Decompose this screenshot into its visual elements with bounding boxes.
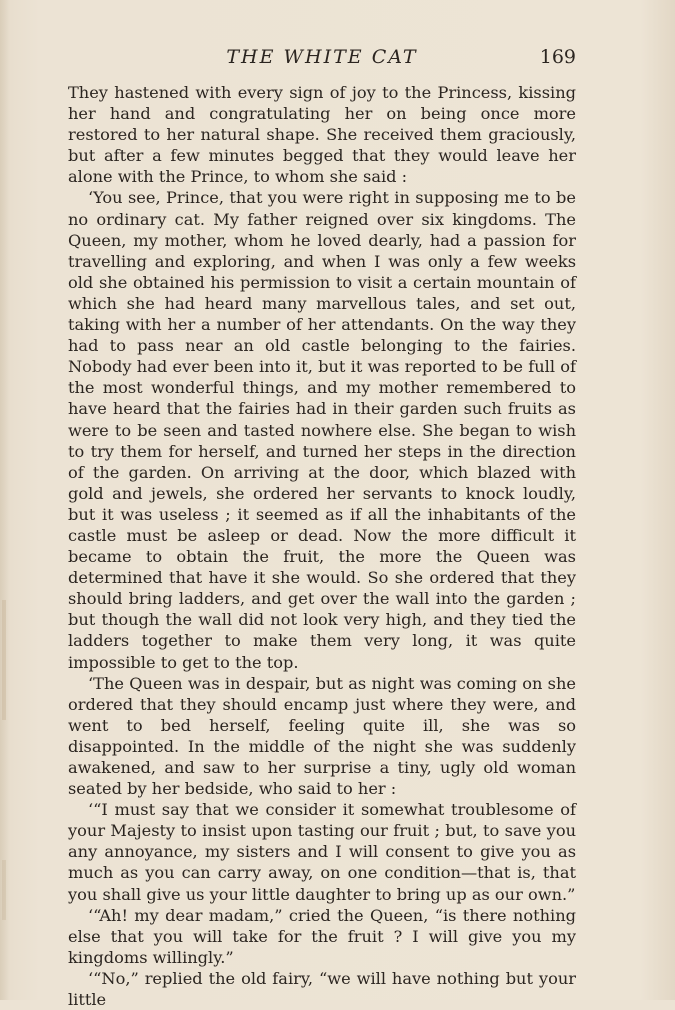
body-text bbox=[68, 82, 576, 1010]
paragraph: ‘The Queen was in despair, but as night was coming on she ordered that they should encamp just where they were, and went to bed herself, feeling quite ill, she was so disappointed. In the middle of the night she was suddenly awakened, and saw to her surprise a tiny, ugly old woman seated by her bedside, who said to her : bbox=[68, 673, 576, 799]
paragraph: ‘You see, Prince, that you were right in supposing me to be no ordinary cat. My father reigned over six kingdoms. The Queen, my mother, whom he loved dearly, had a passion for travelling and exploring, and when I was only a few weeks old she obtained his permission to visit a certain mountain of which she had heard many marvellous tales, and set out, taking with her a number of her attendants. On the way they had to pass near an old castle belonging to the fairies. Nobody had ever been into it, but it was reported to be full of the most wonderful things, and my mother remembered to have heard that the fairies had in their garden such fruits as were to be seen and tasted nowhere else. She began to wish to try them for herself, and turned her steps in the direction of the garden. On arriving at the door, which blazed with gold and jewels, she ordered her servants to knock loudly, but it was useless ; it seemed as if all the inhabitants of the castle must be asleep or dead. Now the more difficult it became to obtain the fruit, the more the Queen was determined that have it she would. So she ordered that they should bring ladders, and get over the wall into the garden ; but though the wall did not look very high, and they tied the ladders together to make them very long, it was quite impossible to get to the top. bbox=[68, 188, 576, 672]
paragraph: ‘“Ah! my dear madam,” cried the Queen, “is there nothing else that you will take for the fruit ? I will give you my kingdoms willingly.” bbox=[68, 905, 576, 967]
page-number: 169 bbox=[539, 46, 576, 68]
running-title: THE WHITE CAT bbox=[226, 46, 418, 68]
paragraph: ‘“I must say that we consider it somewhat troublesome of your Majesty to insist upon tasting our fruit ; but, to save you any annoyance, my sisters and I will consent to give you as much as you can carry away, on one condition—that is, that you shall give us your little daughter to bring up as our own.” bbox=[68, 800, 576, 904]
page-edge-shadow bbox=[2, 860, 6, 920]
page-header bbox=[68, 46, 576, 72]
paragraph: They hastened with every sign of joy to the Princess, kissing her hand and congratulating her on being once more restored to her natural shape. She received them graciously, but after a few minutes begged that they would leave her alone with the Prince, to whom she said : bbox=[68, 83, 576, 187]
paragraph: ‘“No,” replied the old fairy, “we will have nothing but your little bbox=[68, 968, 576, 1010]
page-edge-shadow bbox=[2, 600, 6, 720]
